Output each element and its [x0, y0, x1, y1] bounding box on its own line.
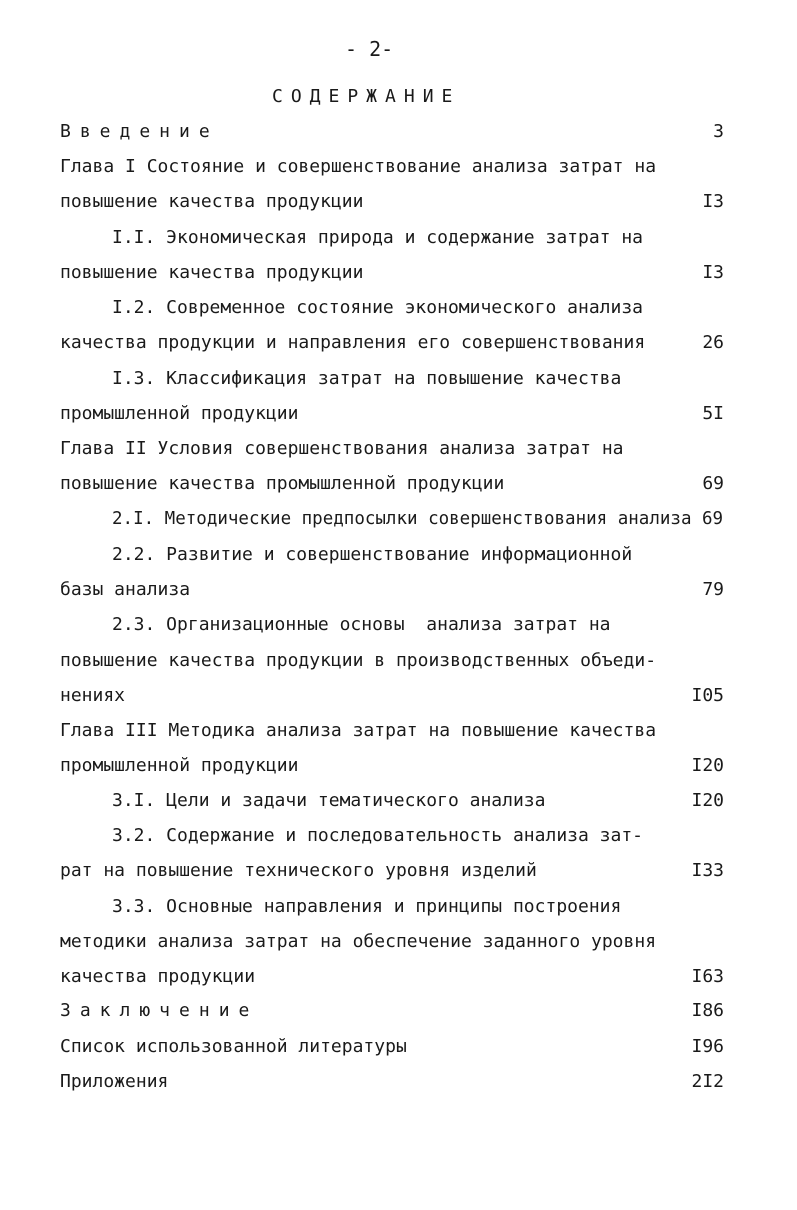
toc-s23-line2: повышение качества продукции в производственных объеди- [60, 650, 657, 671]
toc-s33-line1: 3.3. Основные направления и принципы построения [112, 896, 622, 917]
toc-s32-line2: рат на повышение технического уровня изделий [60, 860, 537, 881]
toc-s21-line1: 2.I. Методические предпосылки совершенствования анализа 69 [112, 509, 724, 529]
toc-references-title: Список использованной литературы [60, 1036, 407, 1057]
toc-s13-line1: I.3. Классификация затрат на повышение качества [112, 368, 622, 389]
toc-s22-line2: базы анализа [60, 579, 191, 600]
toc-ch3-line2: промышленной продукции [60, 755, 299, 776]
toc-appendix-title: Приложения [60, 1071, 169, 1092]
toc-s13-line2: промышленной продукции [60, 403, 299, 424]
toc-s23-line1: 2.3. Организационные основы анализа затрат на [112, 614, 611, 635]
toc-intro-page: 3 [713, 121, 724, 142]
toc-ch3-line1: Глава III Методика анализа затрат на повышение качества [60, 720, 657, 741]
page-number: - 2- [345, 37, 394, 61]
toc-s33-line3: качества продукции [60, 966, 256, 987]
toc-s23-page: I05 [691, 685, 724, 706]
toc-s31-page: I20 [691, 790, 724, 811]
toc-s22-line1: 2.2. Развитие и совершенствование информационной [112, 544, 633, 565]
toc-ch1-line2: повышение качества продукции [60, 191, 364, 212]
toc-s12-line1: I.2. Современное состояние экономического анализа [112, 297, 644, 318]
toc-ch2-line1: Глава II Условия совершенствования анализа затрат на [60, 438, 624, 459]
toc-ch1-page: I3 [702, 191, 724, 212]
toc-s33-line2: методики анализа затрат на обеспечение заданного уровня [60, 931, 657, 952]
toc-s33-page: I63 [691, 966, 724, 987]
toc-s32-page: I33 [691, 860, 724, 881]
toc-ch1-line1: Глава I Состояние и совершенствование анализа затрат на [60, 156, 657, 177]
toc-conclusion-title: Заключение [60, 1000, 259, 1021]
page-title: СОДЕРЖАНИЕ [272, 86, 461, 107]
toc-references-page: I96 [691, 1036, 724, 1057]
toc-s23-line3: нениях [60, 685, 126, 706]
toc-s11-line1: I.I. Экономическая природа и содержание затрат на [112, 227, 644, 248]
toc-appendix-page: 2I2 [691, 1071, 724, 1092]
toc-s32-line1: 3.2. Содержание и последовательность анализа зат- [112, 825, 644, 846]
toc-ch2-line2: повышение качества промышленной продукции [60, 473, 505, 494]
toc-ch2-page: 69 [702, 473, 724, 494]
toc-s11-page: I3 [702, 262, 724, 283]
toc-intro-title: Введение [60, 121, 219, 142]
toc-s13-page: 5I [702, 403, 724, 424]
toc-s12-page: 26 [702, 332, 724, 353]
toc-s12-line2: качества продукции и направления его совершенствования [60, 332, 646, 353]
toc-s31-line1: 3.I. Цели и задачи тематического анализа [112, 790, 546, 811]
toc-s22-page: 79 [702, 579, 724, 600]
toc-ch3-page: I20 [691, 755, 724, 776]
toc-conclusion-page: I86 [691, 1000, 724, 1021]
toc-s11-line2: повышение качества продукции [60, 262, 364, 283]
